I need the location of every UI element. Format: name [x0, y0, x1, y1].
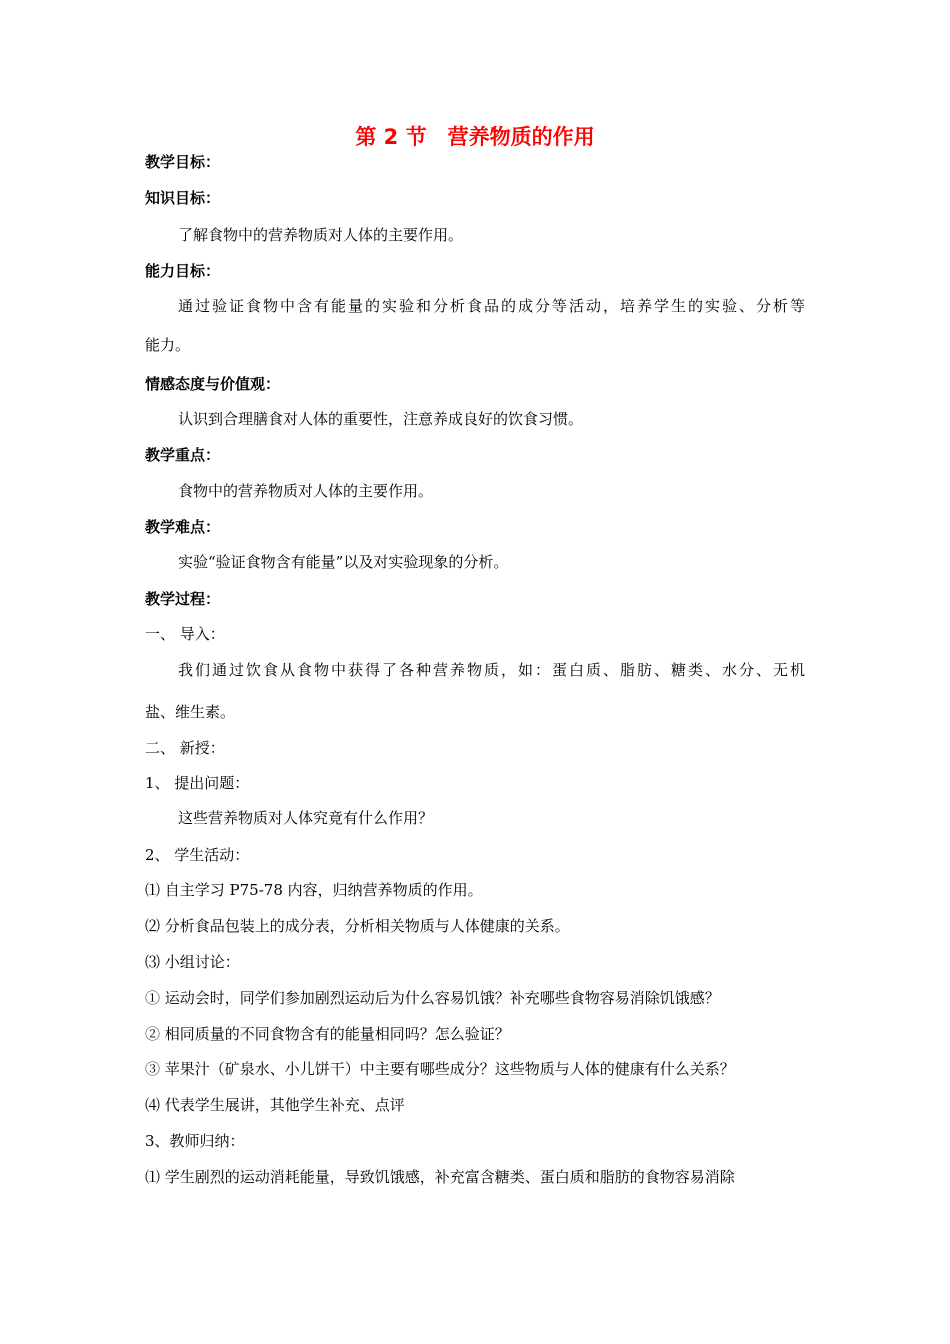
heading-teaching-objectives: 教学目标： [145, 153, 221, 171]
list-item: 1、 提出问题： [145, 774, 250, 792]
paragraph-line: 了解食物中的营养物质对人体的主要作用。 [178, 226, 464, 244]
list-item: ③ 苹果汁（矿泉水、小儿饼干）中主要有哪些成分？这些物质与人体的健康有什么关系？ [145, 1060, 735, 1078]
list-item: 2、 学生活动： [145, 846, 250, 864]
list-item: ② 相同质量的不同食物含有的能量相同吗？怎么验证？ [145, 1025, 510, 1043]
paragraph-line: 食物中的营养物质对人体的主要作用。 [178, 482, 434, 500]
heading-knowledge-objectives: 知识目标： [145, 189, 221, 207]
paragraph-line: 通过验证食物中含有能量的实验和分析食品的成分等活动，培养学生的实验、分析等 [178, 297, 805, 315]
paragraph-line: 能力。 [145, 336, 191, 354]
list-item: ① 运动会时，同学们参加剧烈运动后为什么容易饥饿？补充哪些食物容易消除饥饿感？ [145, 989, 720, 1007]
heading-emotion-values: 情感态度与价值观： [145, 375, 281, 393]
page-title: 第 2 节 营养物质的作用 [355, 125, 595, 149]
list-item: ⑴ 自主学习 P75-78 内容，归纳营养物质的作用。 [145, 881, 483, 899]
list-item: ⑴ 学生剧烈的运动消耗能量，导致饥饿感，补充富含糖类、蛋白质和脂肪的食物容易消除 [145, 1168, 735, 1186]
list-item: 3、教师归纳： [145, 1132, 245, 1150]
heading-key-points: 教学重点： [145, 446, 221, 464]
paragraph-line: 盐、维生素。 [145, 703, 236, 721]
list-item: ⑶ 小组讨论： [145, 953, 240, 971]
section-heading: 二、 新授： [145, 739, 225, 757]
paragraph-line: 认识到合理膳食对人体的重要性，注意养成良好的饮食习惯。 [178, 410, 584, 428]
paragraph-line: 实验“验证食物含有能量”以及对实验现象的分析。 [178, 553, 509, 571]
list-item: ⑵ 分析食品包装上的成分表，分析相关物质与人体健康的关系。 [145, 917, 570, 935]
heading-teaching-process: 教学过程： [145, 590, 221, 608]
heading-difficult-points: 教学难点： [145, 518, 221, 536]
heading-ability-objectives: 能力目标： [145, 262, 221, 280]
paragraph-line: 这些营养物质对人体究竟有什么作用？ [178, 809, 434, 827]
list-item: ⑷ 代表学生展讲，其他学生补充、点评 [145, 1096, 405, 1114]
section-heading: 一、 导入： [145, 625, 225, 643]
paragraph-line: 我们通过饮食从食物中获得了各种营养物质，如：蛋白质、脂肪、糖类、水分、无机 [178, 661, 805, 679]
